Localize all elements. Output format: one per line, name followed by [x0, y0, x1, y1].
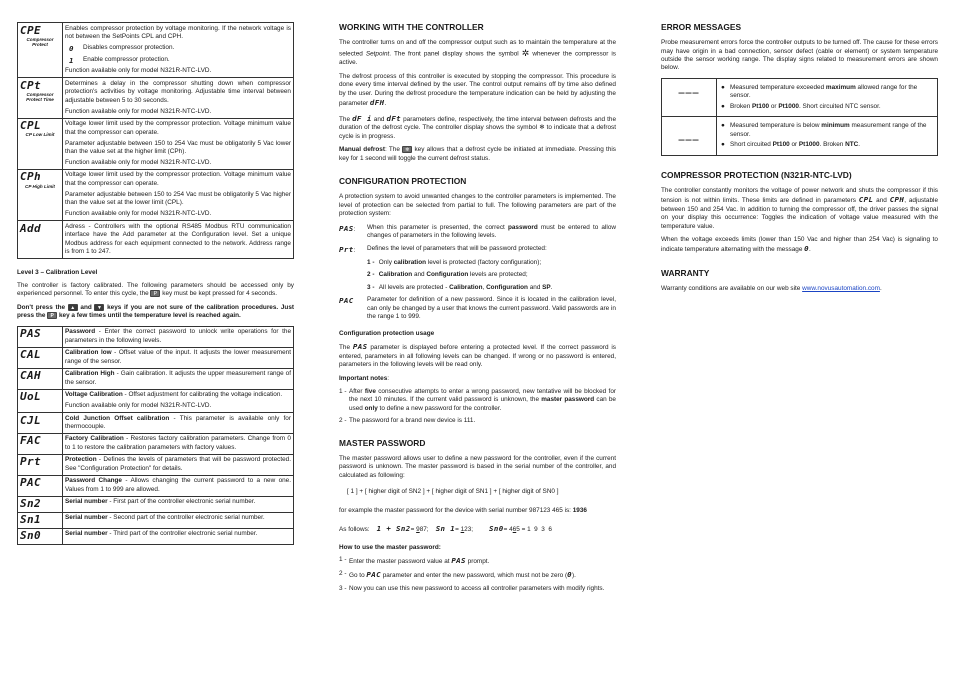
compressor-p1: The controller constantly monitors the voltage of power network and shuts the compressor if this tension is not within limits. These limits are defined in parameters CPL and CPH, adjustable between 150 and 254 Vac. In addition to turning the compressor off, the driver passes the signal on your display this occurrence: Toggles the indication of voltage value measured with the temperature value. — [661, 186, 939, 230]
param-description: Serial number - Third part of the controller electronic serial number. — [65, 530, 258, 538]
prt-code: Prt — [339, 244, 354, 254]
param-code: CPt — [20, 78, 42, 92]
error-sign-high: ‾‾‾ — [678, 91, 700, 103]
column-working — [339, 22, 616, 597]
param-option: 0 Disables compressor protection. — [69, 43, 175, 53]
param-subtitle: CP High Limit — [25, 183, 55, 189]
param-description: Serial number - First part of the controller electronic serial number. — [65, 498, 256, 506]
warranty-text: Warranty conditions are available on our web site www.novusautomation.com. — [661, 284, 882, 292]
errors-title: ERROR MESSAGES — [661, 22, 742, 32]
error-table — [661, 78, 938, 156]
config-title: CONFIGURATION PROTECTION — [339, 176, 467, 187]
error-row-low: ___ ● Measured temperature is below minimum measurement range of the sensor. ● Short circuited Pt100 or Pt1000. Broken NTC. — [662, 117, 938, 155]
param-subtitle: Protect Time — [26, 97, 54, 103]
param-description: Protection - Defines the levels of parameters that will be password protected. See "Configuration Protection" for details. — [65, 456, 291, 472]
step-1: 1 - Enter the master password value at PAS prompt. — [339, 556, 490, 566]
usage-title: Configuration protection usage — [339, 329, 435, 337]
param-code: Sn0 — [20, 529, 42, 543]
param-note: Function available only for model N321R-NTC-LVD. — [65, 402, 212, 410]
column-parameters — [17, 22, 294, 545]
param-description: Password Change - Allows changing the current password to a new one. Values from 1 to 999 are allowed. — [65, 477, 292, 493]
param-description: Determines a delay in the compressor shutting down when compressor protection's activities by voltage monitoring. Adjustable time interval between adjustable between 5 to 30 seconds. — [65, 79, 291, 104]
param-description: Voltage lower limit used by the compressor protection. Voltage minimum value that the compressor can operate. — [65, 171, 291, 187]
master-example: for example the master password for the device with serial number 987123 465 is: 1936 — [339, 506, 587, 514]
working-title: WORKING WITH THE CONTROLLER — [339, 22, 484, 32]
param-row — [18, 23, 294, 78]
step-3: 3 - Now you can use this new password to access all controller parameters with modify rights. — [339, 584, 605, 592]
calib-param-row — [18, 413, 294, 434]
down-key-icon: ▼ — [94, 304, 104, 311]
param-code: CAH — [20, 369, 42, 383]
note-2: 2 - The password for a brand new device is 111. — [339, 417, 476, 425]
notes-title: Important notes: — [339, 375, 390, 383]
param-description: Factory Calibration - Restores factory calibration parameters. Change from 0 to 1 to restore the calibration parameters with factory values. — [65, 435, 291, 451]
warranty-link[interactable]: www.novusautomation.com — [802, 284, 880, 292]
param-description: Voltage lower limit used by the compressor protection. Voltage minimum value that the compressor can operate. — [65, 120, 291, 136]
config-prt: Prt: Defines the level of parameters that will be password protected: — [339, 245, 616, 255]
param-code: PAS — [20, 327, 42, 341]
param-option: 1 Enable compressor protection. — [69, 55, 170, 65]
fan-icon: ✲ — [521, 47, 530, 58]
prt-level-1: 1 - Only calibration level is protected (factory configuration); — [367, 258, 542, 266]
calib-param-row — [18, 475, 294, 496]
level3-intro: The controller is factory calibrated. The following parameters should be accessed only by experienced personnel. To enter this cycle, the P key must be kept pressed for 4 seconds. — [17, 281, 294, 298]
param-description: Enables compressor protection by voltage monitoring. If the network voltage is not between the SetPoints CPL and CPH. — [65, 24, 291, 40]
column-errors — [661, 22, 938, 293]
p-key-icon: P — [47, 312, 57, 319]
prt-level-3: 3 - All levels are protected - Calibration, Configuration and SP. — [367, 283, 553, 291]
warranty-title: WARRANTY — [661, 267, 710, 278]
param-code: Sn1 — [20, 513, 42, 527]
param-code: Add — [20, 221, 42, 235]
calib-param-row — [18, 347, 294, 368]
param-subtitle: Compressor — [26, 91, 54, 97]
param-code: CJL — [20, 413, 42, 427]
p-key-icon: P — [150, 290, 160, 297]
master-p1: The master password allows user to define a new password for the controller, even if the current password is unknown. The master password is based in the serial number of the controller, and calculated as following: — [339, 454, 616, 479]
parameter-table-calibration — [17, 326, 294, 545]
calib-param-row — [18, 512, 294, 528]
param-code: CPL — [20, 119, 42, 133]
level3-warning: Don't press the ▲ and ▼ keys if you are not sure of the calibration procedures. Just press the P key a few times until the temperature level is reached again. — [17, 303, 294, 320]
calib-param-row — [18, 433, 294, 454]
param-description: Parameter adjustable between 150 to 254 Vac must be obligatorily 5 Vac lower than the value set at the higher limit (CPh). — [65, 139, 291, 156]
param-description: Parameter adjustable between 150 to 254 Vac must be obligatorily 5 Vac higher than the value set at the lower limit (CPL). — [65, 190, 291, 207]
param-row — [18, 221, 294, 259]
param-description: Voltage Calibration - Offset adjustment for calibrating the voltage indication. — [65, 391, 283, 399]
config-pac — [339, 296, 616, 321]
usage-text: The PAS parameter is displayed before entering a protected level. If the correct password is entered, parameters in all following levels can be changed. If wrong or no password is entered, parameters in the following levels will be read only. — [339, 342, 616, 369]
param-note: Function available only for model N321R-NTC-LVD. — [65, 107, 212, 115]
config-p1: A protection system to avoid unwanted changes to the controller parameters is implemented. The level of protection can be selected from partial to full. The following parameters are part of the protection system: — [339, 193, 616, 218]
working-p3: The dF i and dFt parameters define, respectively, the time interval between defrosts and the duration of the defrost cycle. The controller display shows the symbol ❄ to indicate that a defrost cycle is in progress. — [339, 113, 616, 140]
defrost-key-icon: ❄ — [402, 146, 412, 153]
param-subtitle: CP Low Limit — [25, 132, 55, 138]
level3-title: Level 3 – Calibration Level — [17, 269, 98, 277]
master-title: MASTER PASSWORD — [339, 437, 426, 448]
calib-param-row — [18, 326, 294, 347]
param-description: Password - Enter the correct password to unlock write operations for the parameters in the following levels. — [65, 328, 291, 344]
compressor-title: COMPRESSOR PROTECTION (N321R-NTC-LVD) — [661, 169, 852, 180]
param-description: Cold Junction Offset calibration - This parameter is available only for thermocouple. — [65, 414, 291, 430]
step-2: 2 - Go to PAC parameter and enter the new password, which must not be zero (0). — [339, 570, 576, 580]
param-subtitle: Protect — [32, 42, 48, 48]
calib-param-row — [18, 496, 294, 512]
param-code: CAL — [20, 348, 42, 362]
defrost-icon: ❄ — [539, 124, 545, 132]
error-sign-low: ___ — [678, 130, 700, 142]
error-row-high: ‾‾‾ ● Measured temperature exceeded maximum allowed range for the sensor. ● Broken Pt100 or Pt1000. Short circuited NTC sensor. — [662, 78, 938, 116]
config-pas: PAS: When this parameter is presented, the correct password must be entered to allow changes of parameters in the following levels. — [339, 223, 616, 240]
param-row — [18, 118, 294, 169]
param-code: CPh — [20, 170, 42, 184]
compressor-p2: When the voltage exceeds limits (lower than 150 Vac and higher than 254 Vac) is signaling to indicate temperature alternating with the message 0. — [661, 235, 938, 254]
param-description: Calibration High - Gain calibration. It adjusts the upper measurement range of the sensor. — [65, 370, 291, 386]
param-code: Sn2 — [20, 497, 42, 511]
param-description: Calibration low - Offset value of the input. It adjusts the lower measurement range of the sensor. — [65, 349, 291, 365]
calib-param-row — [18, 454, 294, 475]
up-key-icon: ▲ — [68, 304, 78, 311]
param-description: Serial number - Second part of the controller electronic serial number. — [65, 514, 265, 522]
parameter-table-config — [17, 22, 294, 259]
calib-param-row — [18, 368, 294, 389]
param-note: Function available only for model N321R-NTC-LVD. — [65, 67, 212, 75]
master-as-follows: As follows: 1 + Sn2= 987; Sn 1= 123; Sn0= 465 = 1 9 3 6 — [339, 524, 552, 534]
param-note: Function available only for model N321R-NTC-LVD. — [65, 159, 212, 167]
param-description: Adress - Controllers with the optional RS485 Modbus RTU communication interface have the Add parameter at the Configuration level. Set a unique Modbus address for each equipment connected to the network. Address range is from 1 to 247. — [65, 222, 291, 256]
param-code: UoL — [20, 390, 42, 404]
pas-code: PAS — [339, 223, 354, 233]
prt-text: Defines the level of parameters that will be password protected: — [367, 244, 547, 252]
working-p1: The controller turns on and off the compressor output such as to maintain the temperature at the selected Setpoint. The front panel display shows the symbol ✲ whenever the compressor is active. — [339, 39, 616, 67]
pac-code: PAC — [339, 296, 354, 306]
calib-param-row — [18, 389, 294, 412]
errors-p1: Probe measurement errors force the controller outputs to be turned off. The cause for these errors may have origin in a bad connection, sensor defect (cable or element) or system temperature outside the sensor working range. The display signs related to measurement errors are shown below. — [661, 39, 938, 72]
param-subtitle: Compressor — [26, 36, 54, 42]
param-code: FAC — [20, 434, 42, 448]
param-row — [18, 169, 294, 220]
param-note: Function available only for model N321R-NTC-LVD. — [65, 210, 212, 218]
pac-text: Parameter for definition of a new password. Since it is located in the calibration level, can only be changed by a user that knows the current password. Valid passwords are in the range 1 to 999. — [367, 296, 616, 321]
param-row — [18, 78, 294, 118]
working-p2: The defrost process of this controller is executed by stopping the compressor. This procedure is done every time interval defined by the user. The control output remains off by time also defined by the user. During the defrost procedure the temperature indication can be held by adjusting the parameter dFH. — [339, 72, 616, 108]
master-formula: [ 1 ] + [ higher digit of SN2 ] + [ higher digit of SN1 ] + [ higher digit of SN0 ] — [347, 488, 559, 496]
param-code: CPE — [20, 23, 42, 37]
how-title: How to use the master password: — [339, 543, 441, 551]
calib-param-row — [18, 528, 294, 544]
note-1: 1 - After five consecutive attempts to enter a wrong password, new tentative will be blocked for the next 10 minutes. If the current valid password is unknown, the master password can be used only to define a new password for the controller. — [339, 387, 617, 412]
prt-level-2: 2 - Calibration and Configuration levels are protected; — [367, 271, 528, 279]
param-code: Prt — [20, 455, 42, 469]
param-code: PAC — [20, 476, 42, 490]
working-p4: Manual defrost: The ❄ key allows that a defrost cycle be initiated at immediate. Pressing this key for 1 second will toggle the current defrost status. — [339, 146, 616, 162]
